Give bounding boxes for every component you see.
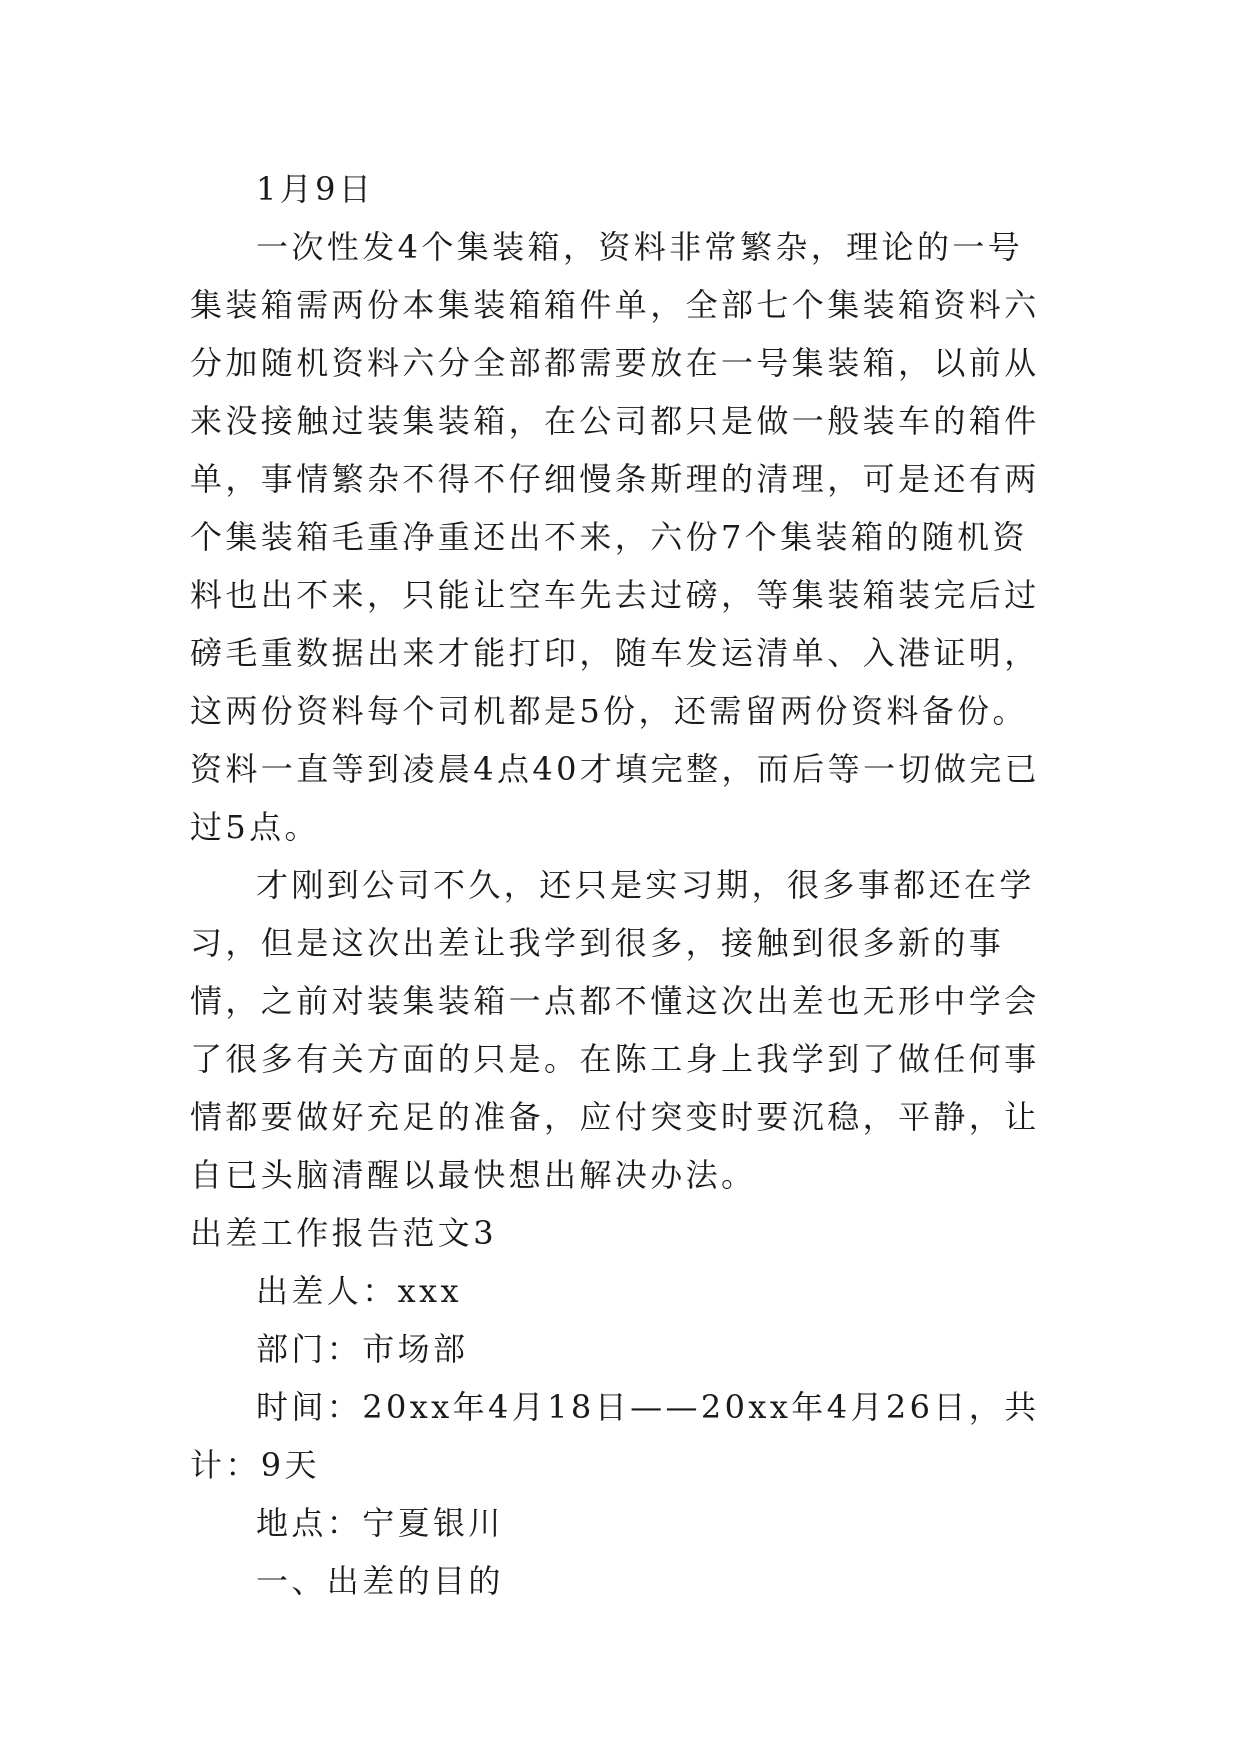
department-field: 部门：市场部 bbox=[256, 1330, 469, 1368]
location-field: 地点：宁夏银川 bbox=[256, 1504, 504, 1542]
purpose-heading: 一、出差的目的 bbox=[256, 1562, 504, 1600]
traveler-field: 出差人：xxx bbox=[256, 1272, 462, 1310]
time-field: 时间：20xx年4月18日——20xx年4月26日，共计：9天 bbox=[190, 1388, 1040, 1484]
document-body bbox=[190, 160, 1050, 1610]
date-line: 1月9日 bbox=[256, 170, 375, 208]
paragraph-reflection: 才刚到公司不久，还只是实习期，很多事都还在学习，但是这次出差让我学到很多，接触到很多新的事情，之前对装集装箱一点都不懂这次出差也无形中学会了很多有关方面的只是。在陈工身上我学到了做任何事情都要做好充足的准备，应付突变时要沉稳，平静，让自已头脑清醒以最快想出解决办法。 bbox=[190, 866, 1040, 1194]
section-title: 出差工作报告范文3 bbox=[190, 1214, 497, 1252]
paragraph-container-loading: 一次性发4个集装箱，资料非常繁杂，理论的一号集装箱需两份本集装箱箱件单，全部七个集装箱资料六分加随机资料六分全部都需要放在一号集装箱，以前从来没接触过装集装箱，在公司都只是做一般装车的箱件单，事情繁杂不得不仔细慢条斯理的清理，可是还有两个集装箱毛重净重还出不来，六份7个集装箱的随机资料也出不来，只能让空车先去过磅，等集装箱装完后过磅毛重数据出来才能打印，随车发运清单、入港证明，这两份资料每个司机都是5份，还需留两份资料备份。资料一直等到凌晨4点40才填完整，而后等一切做完已过5点。 bbox=[190, 228, 1041, 846]
